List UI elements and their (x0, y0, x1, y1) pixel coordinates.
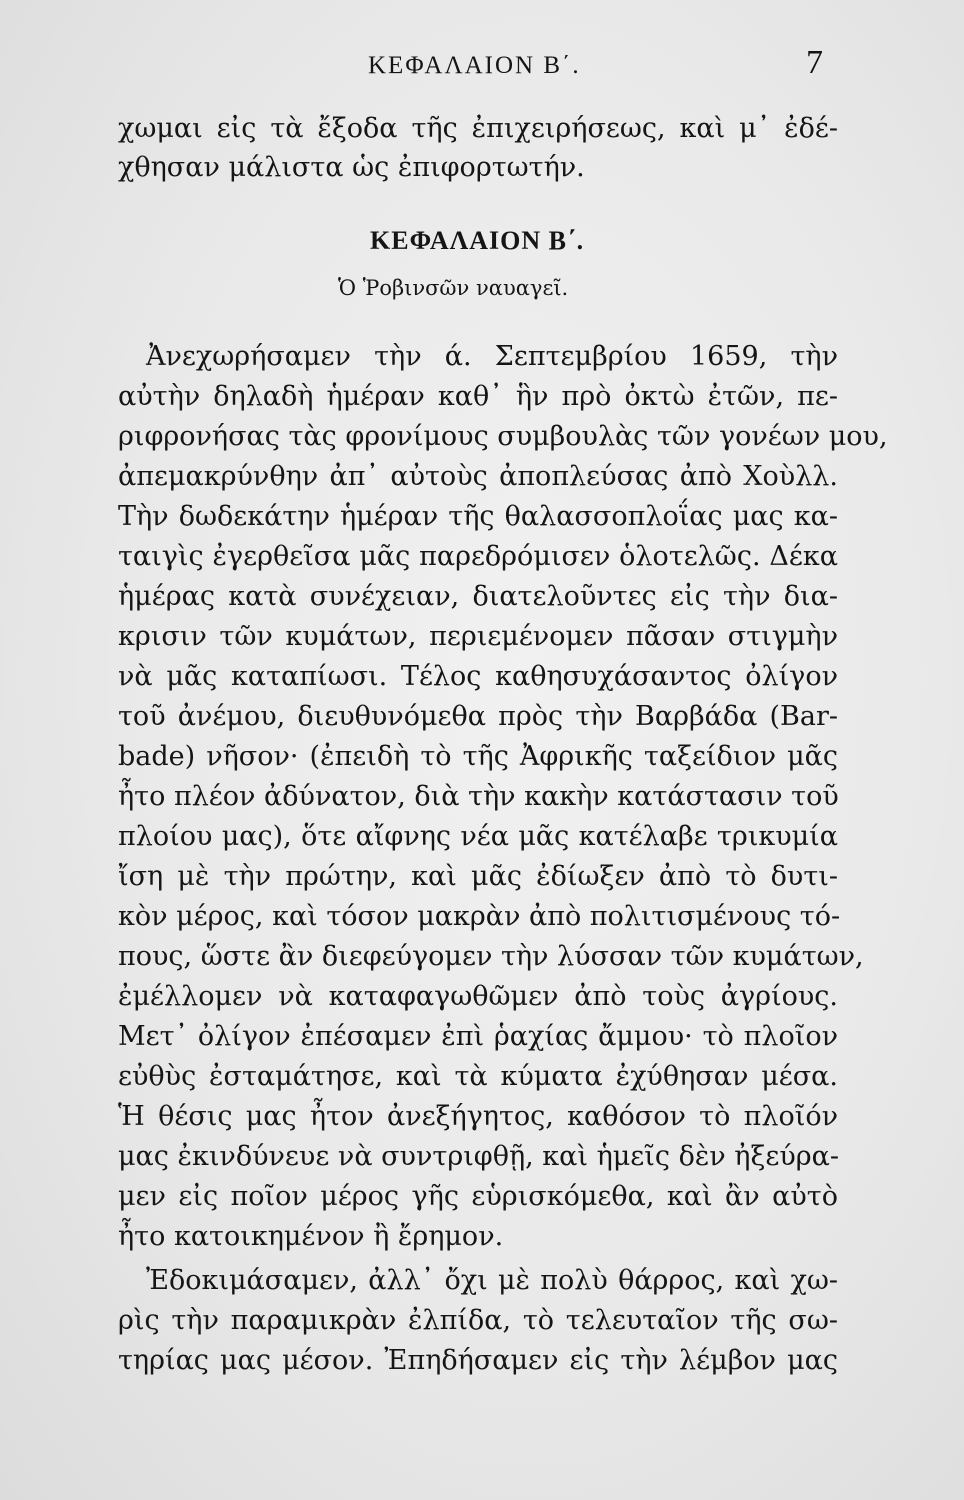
text-line: Τὴν δωδεκάτην ἡμέραν τῆς θαλασσοπλοΐας μας κα- (118, 501, 838, 532)
text-line: ρὶς τὴν παραμικρὰν ἐλπίδα, τὸ τελευταῖον τῆς σω- (118, 1305, 838, 1336)
text-line: μας ἐκινδύνευε νὰ συντριφθῇ, καὶ ἡμεῖς δὲν ἠξεύρα- (118, 1141, 839, 1172)
chapter-title: ΚΕΦΑΛΑΙΟΝ Β΄. (370, 226, 585, 255)
text-line: ἡμέρας κατὰ συνέχειαν, διατελοῦντες εἰς τὴν δια- (118, 581, 838, 612)
text-line: τοῦ ἀνέμου, διευθυνόμεθα πρὸς τὴν Βαρβάδα (Bar- (118, 701, 838, 732)
text-line: αὐτὴν δηλαδὴ ἡμέραν καθ᾽ ἣν πρὸ ὀκτὼ ἐτῶν, πε- (118, 381, 838, 412)
chapter-subtitle: Ὁ Ῥοβινσῶν ναυαγεῖ. (338, 276, 569, 300)
text-line: Ἀνεχωρήσαμεν τὴν ά. Σεπτεμβρίου 1659, τὴν (146, 341, 838, 372)
text-line: πους, ὥστε ἂν διεφεύγομεν τὴν λύσσαν τῶν κυμάτων, (118, 941, 864, 972)
page-number: 7 (806, 44, 823, 81)
text-line: Ἐδοκιμάσαμεν, ἀλλ᾽ ὄχι μὲ πολὺ θάρρος, καὶ χω- (146, 1265, 838, 1296)
text-line: χωμαι εἰς τὰ ἔξοδα τῆς ἐπιχειρήσεως, καὶ μ᾽ ἐδέ- (118, 113, 838, 144)
text-line: ἀπεμακρύνθην ἀπ᾽ αὐτοὺς ἀποπλεύσας ἀπὸ Χοὺλλ. (118, 461, 838, 492)
text-line: ἴση μὲ τὴν πρώτην, καὶ μᾶς ἐδίωξεν ἀπὸ τὸ δυτι- (118, 861, 838, 892)
text-line: ριφρονήσας τὰς φρονίμους συμβουλὰς τῶν γονέων μου, (118, 421, 888, 452)
text-line: τηρίας μας μέσον. Ἐπηδήσαμεν εἰς τὴν λέμβον μας (118, 1345, 838, 1376)
text-line: Μετ᾽ ὀλίγον ἐπέσαμεν ἐπὶ ῥαχίας ἄμμου· τὸ πλοῖον (118, 1021, 838, 1052)
text-line: ἦτο πλέον ἀδύνατον, διὰ τὴν κακὴν κατάστασιν τοῦ (118, 781, 839, 812)
text-line: Ἡ θέσις μας ἦτον ἀνεξήγητος, καθόσον τὸ πλοῖόν (118, 1101, 838, 1132)
text-line: ταιγὶς ἐγερθεῖσα μᾶς παρεδρόμισεν ὁλοτελῶς. Δέκα (118, 541, 838, 572)
text-line: κρισιν τῶν κυμάτων, περιεμένομεν πᾶσαν στιγμὴν (118, 621, 838, 652)
text-line: κὸν μέρος, καὶ τόσον μακρὰν ἀπὸ πολιτισμένους τό- (118, 901, 841, 932)
text-line: χθησαν μάλιστα ὡς ἐπιφορτωτήν. (118, 152, 585, 183)
text-line: ἐμέλλομεν νὰ καταφαγωθῶμεν ἀπὸ τοὺς ἀγρίους. (118, 981, 838, 1012)
text-line: μεν εἰς ποῖον μέρος γῆς εὑρισκόμεθα, καὶ ἂν αὐτὸ (118, 1181, 838, 1212)
text-line: νὰ μᾶς καταπίωσι. Τέλος καθησυχάσαντος ὀλίγον (118, 661, 838, 692)
text-line: εὐθὺς ἐσταμάτησε, καὶ τὰ κύματα ἐχύθησαν μέσα. (118, 1061, 838, 1092)
text-line: πλοίου μας), ὅτε αἴφνης νέα μᾶς κατέλαβε τρικυμία (118, 821, 838, 852)
text-line: bade) νῆσον· (ἐπειδὴ τὸ τῆς Ἀφρικῆς ταξείδιον μᾶς (118, 741, 838, 772)
text-line: ἦτο κατοικημένον ἢ ἔρημον. (118, 1221, 504, 1252)
running-head: ΚΕΦΑΛΑΙΟΝ Β΄. (368, 52, 581, 79)
